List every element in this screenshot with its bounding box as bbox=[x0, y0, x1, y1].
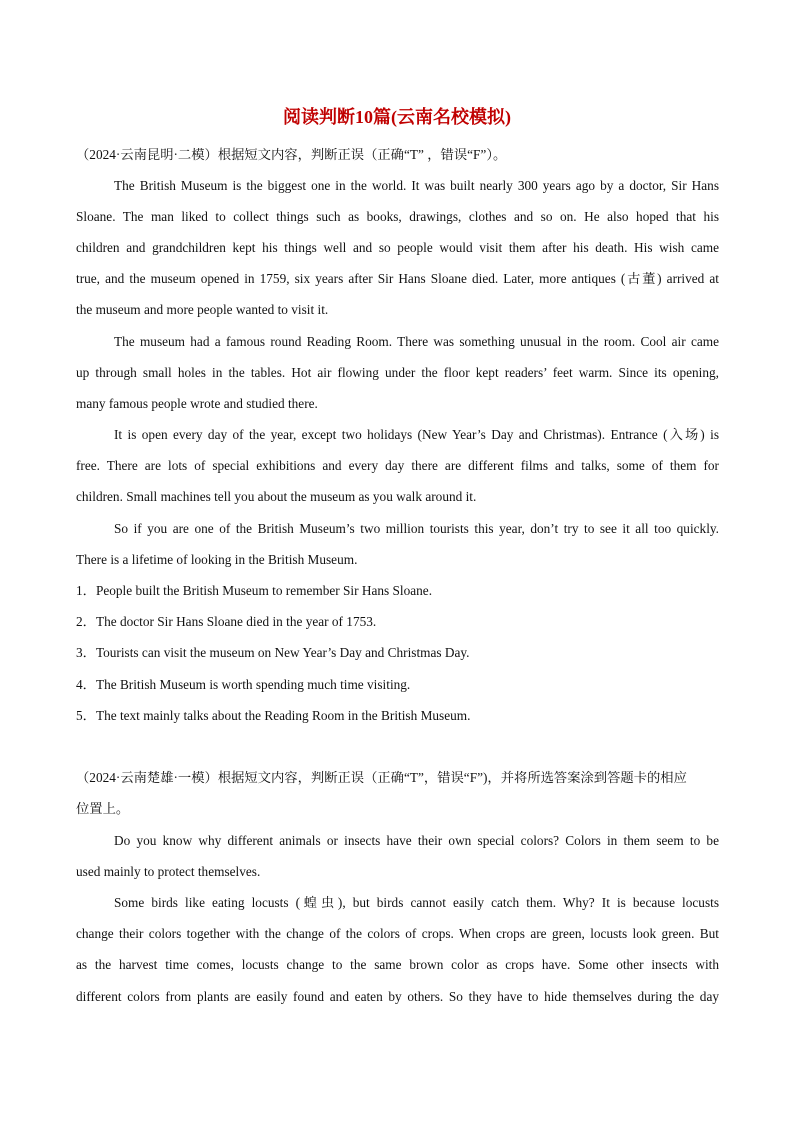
passage1-line: free. There are lots of special exhibitions and every day there are different films and talks, some of them for bbox=[76, 458, 719, 473]
document-title: 阅读判断10篇(云南名校模拟) bbox=[283, 107, 511, 127]
section1-instruction: （2024·云南昆明·二模）根据短文内容，判断正误（正确“T” ，错误“F”）。 bbox=[76, 147, 507, 162]
passage2-line: Some birds like eating locusts (蝗虫), but birds cannot easily catch them. Why? It is because locusts bbox=[114, 895, 719, 910]
passage1-line: the museum and more people wanted to visit it. bbox=[76, 302, 329, 317]
passage1-line: children. Small machines tell you about the museum as you walk around it. bbox=[76, 489, 477, 504]
question-item: 4．The British Museum is worth spending much time visiting. bbox=[76, 677, 411, 692]
passage2-line: change their colors together with the change of the colors of crops. When crops are green, locusts look green. But bbox=[76, 926, 719, 941]
passage2-line: used mainly to protect themselves. bbox=[76, 864, 261, 879]
passage1-line: many famous people wrote and studied there. bbox=[76, 396, 318, 411]
question-item: 5．The text mainly talks about the Reading Room in the British Museum. bbox=[76, 708, 471, 723]
passage1-line: true, and the museum opened in 1759, six years after Sir Hans Sloane died. Later, more antiques (古董) arrived at bbox=[76, 271, 719, 286]
section2-instruction: 位置上。 bbox=[76, 801, 130, 816]
passage1-line: Sloane. The man liked to collect things such as books, drawings, clothes and so on. He also hoped that his bbox=[76, 209, 719, 224]
passage1-line: children and grandchildren kept his things well and so people would visit them after his death. His wish came bbox=[76, 240, 719, 255]
passage1-line: So if you are one of the British Museum’s two million tourists this year, don’t try to see it all too quickly. bbox=[114, 521, 719, 536]
passage1-line: There is a lifetime of looking in the British Museum. bbox=[76, 552, 358, 567]
passage2-line: different colors from plants are easily found and eaten by others. So they have to hide themselves during the day bbox=[76, 989, 719, 1004]
passage2-line: as the harvest time comes, locusts change to the same brown color as crops have. Some other insects with bbox=[76, 957, 719, 972]
passage1-line: The British Museum is the biggest one in the world. It was built nearly 300 years ago by a doctor, Sir Hans bbox=[114, 178, 719, 193]
passage2-line: Do you know why different animals or insects have their own special colors? Colors in them seem to be bbox=[114, 833, 719, 848]
question-item: 2．The doctor Sir Hans Sloane died in the year of 1753. bbox=[76, 614, 377, 629]
passage1-line: up through small holes in the tables. Hot air flowing under the floor kept readers’ feet warm. Since its opening, bbox=[76, 365, 719, 380]
passage1-line: It is open every day of the year, except two holidays (New Year’s Day and Christmas). Entrance (入场) is bbox=[114, 427, 719, 442]
passage1-line: The museum had a famous round Reading Room. There was something unusual in the room. Cool air came bbox=[114, 334, 719, 349]
question-item: 3．Tourists can visit the museum on New Year’s Day and Christmas Day. bbox=[76, 645, 470, 660]
section2-instruction: （2024·云南楚雄·一模）根据短文内容，判断正误（正确“T”，错误“F”)，并将所选答案涂到答题卡的相应 bbox=[76, 770, 687, 785]
question-item: 1．People built the British Museum to remember Sir Hans Sloane. bbox=[76, 583, 433, 598]
